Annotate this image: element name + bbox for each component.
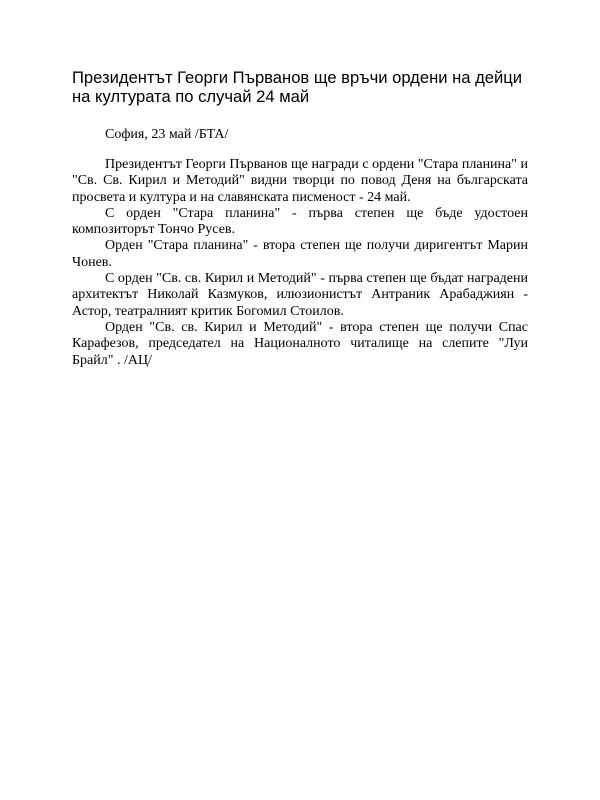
article-paragraph: Орден "Стара планина" - втора степен ще получи диригентът Марин Чонев. — [72, 238, 528, 270]
article-paragraph: Президентът Георги Първанов ще награди с ордени "Стара планина" и "Св. Св. Кирил и Методий" видни творци по повод Деня на българската просвета и култура и на славянската писменост - 24 май. — [72, 157, 528, 205]
article-paragraph: Орден "Св. св. Кирил и Методий" - втора степен ще получи Спас Карафезов, председател на Националното читалище на слепите "Луи Брайл" . /АЦ/ — [72, 319, 528, 368]
article-body — [72, 157, 528, 369]
article-paragraph: С орден "Св. св. Кирил и Методий" - първа степен ще бъдат наградени архитектът Николай Казмуков, илюзионистът Антраник Арабаджиян - Астор, театралният критик Богомил Стоилов. — [72, 271, 528, 319]
article-dateline: София, 23 май /БТА/ — [105, 127, 229, 142]
article-paragraph: С орден "Стара планина" - първа степен ще бъде удостоен композиторът Тончо Русев. — [72, 205, 528, 238]
article-title: Президентът Георги Първанов ще връчи ордени на дейци на културата по случай 24 май — [72, 68, 523, 106]
